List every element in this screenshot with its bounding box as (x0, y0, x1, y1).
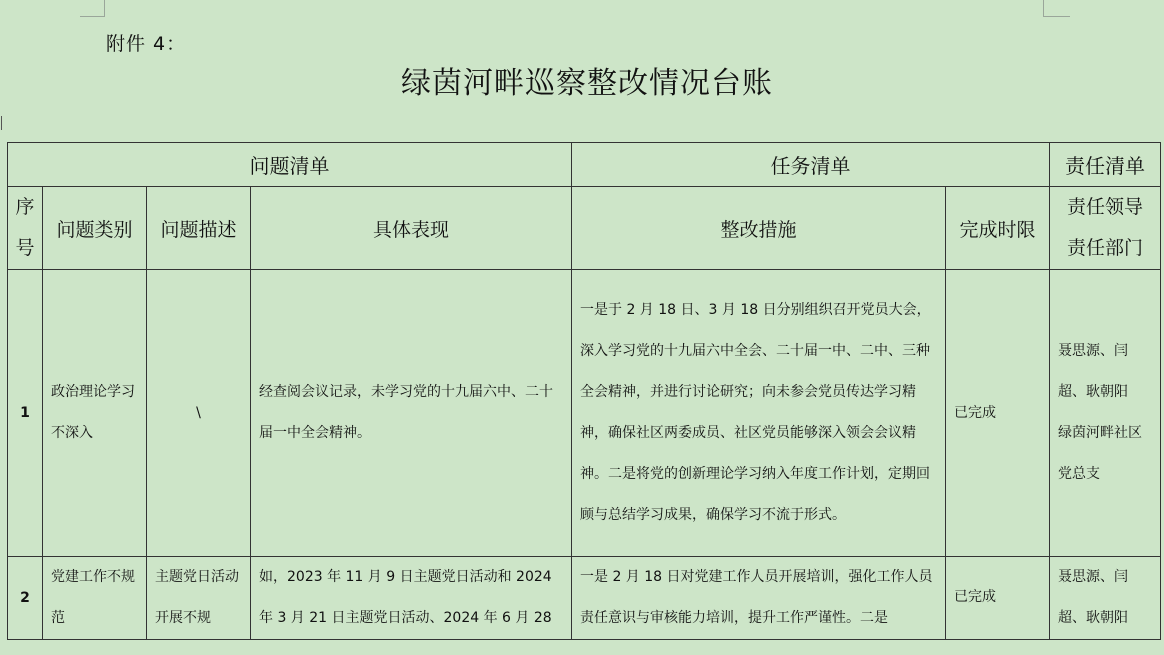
page-corner-mark-top-right (1043, 0, 1070, 17)
table-row (8, 270, 1161, 557)
document-title: 绿茵河畔巡察整改情况台账 (401, 66, 773, 101)
row-measures: 一是 2 月 18 日对党建工作人员开展培训，强化工作人员责任意识与审核能力培训，提升工作严谨性。二是 (580, 568, 933, 626)
header-leader: 责任领导 (1066, 196, 1143, 218)
annex-label: 附件 4： (106, 33, 187, 55)
page-corner-mark-top-left (80, 0, 105, 17)
row-category: 党建工作不规范 (51, 568, 135, 626)
row-department: 绿茵河畔社区党总支 (1058, 425, 1142, 482)
row-responsibility (1050, 557, 1160, 639)
row-leader: 聂思源、闫超、耿朝阳 (1058, 568, 1128, 626)
row-seq: 2 (8, 557, 43, 640)
header-measures: 整改措施 (572, 187, 946, 270)
group-header-responsibility: 责任清单 (1050, 143, 1161, 187)
row-measures: 一是于 2 月 18 日、3 月 18 日分别组织召开党员大会，深入学习党的十九届六中全会、二十届一中、二中、三种全会精神，并进行讨论研究；向未参会党员传达学习精神，确保社区两委成员、社区党员能够深入领会会议精神。二是将党的创新理论学习纳入年度工作计划，定期回顾与总结学习成果，确保学习不流于形式。 (580, 302, 931, 523)
header-deadline: 完成时限 (946, 187, 1050, 270)
header-responsibility (1050, 187, 1161, 270)
header-category: 问题类别 (43, 187, 147, 270)
row-leader: 聂思源、闫超、耿朝阳 (1058, 343, 1128, 400)
header-seq-line2: 号 (15, 237, 35, 259)
group-header-tasks: 任务清单 (572, 143, 1050, 187)
group-header-problems: 问题清单 (8, 143, 572, 187)
row-category: 政治理论学习不深入 (51, 384, 135, 441)
row-description: 主题党日活动开展不规 (155, 568, 239, 626)
row-deadline: 已完成 (954, 404, 996, 421)
row-seq: 1 (8, 270, 43, 557)
row-deadline: 已完成 (954, 589, 996, 605)
header-department: 责任部门 (1066, 237, 1143, 259)
header-description: 问题描述 (147, 187, 251, 270)
header-manifestation: 具体表现 (251, 187, 572, 270)
row-manifestation: 经查阅会议记录，未学习党的十九届六中、二十届一中全会精神。 (259, 384, 553, 441)
header-seq (8, 187, 43, 270)
group-header-row (8, 143, 1161, 187)
header-seq-line1: 序 (15, 196, 35, 218)
row-responsibility (1050, 331, 1160, 495)
table-row (8, 557, 1161, 640)
row-description: \ (196, 404, 201, 421)
row-manifestation: 如，2023 年 11 月 9 日主题党日活动和 2024 年 3 月 21 日主题党日活动、2024 年 6 月 28 (259, 568, 552, 626)
text-cursor-mark (1, 116, 2, 130)
column-header-row (8, 187, 1161, 270)
rectification-ledger-table (7, 142, 1161, 640)
